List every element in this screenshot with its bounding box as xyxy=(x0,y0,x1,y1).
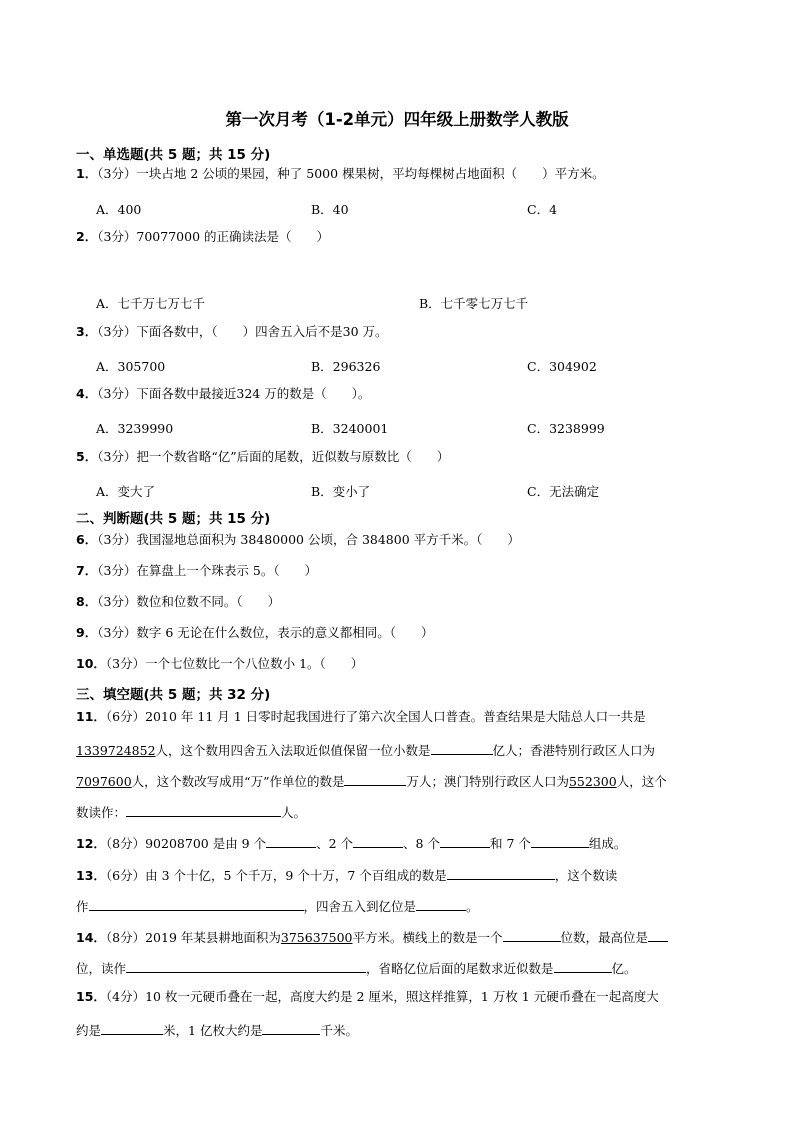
answer-blank[interactable] xyxy=(431,742,493,755)
question-score: （3分） xyxy=(97,449,137,464)
question-13-line-2 xyxy=(76,898,479,914)
answer-blank[interactable] xyxy=(554,960,612,973)
option-a[interactable]: A．七千万七万七千 xyxy=(96,296,206,311)
question-2 xyxy=(76,231,329,244)
question-text: 70077000 的正确读法是（ ） xyxy=(136,229,330,244)
question-9 xyxy=(76,627,434,640)
option-c[interactable]: C．4 xyxy=(527,202,558,217)
section-heading-true-false: 二、判断题(共 5 题；共 15 分) xyxy=(76,511,271,527)
question-text: 人。 xyxy=(281,805,307,820)
question-text: 平方米。横线上的数是一个 xyxy=(352,930,503,945)
question-11-line-2 xyxy=(76,742,655,758)
answer-blank[interactable] xyxy=(126,960,366,973)
question-text: 人，这个 xyxy=(616,774,667,789)
question-number: 14． xyxy=(76,930,106,945)
question-15 xyxy=(76,991,659,1004)
question-text: 千米。 xyxy=(320,1023,358,1038)
question-number: 9． xyxy=(76,625,98,640)
answer-blank[interactable] xyxy=(648,929,668,942)
question-text: 把一个数省略“亿”后面的尾数，近似数与原数比（ ） xyxy=(136,449,450,464)
option-b[interactable]: B．七千零七万七千 xyxy=(419,296,529,311)
underlined-number: 7097600 xyxy=(76,774,132,789)
question-number: 13． xyxy=(76,868,106,883)
option-a[interactable]: A．变大了 xyxy=(96,484,156,499)
question-text: 、2 个 xyxy=(316,836,354,851)
question-10 xyxy=(76,658,363,671)
question-text: 在算盘上一个珠表示 5。（ ） xyxy=(136,563,318,578)
question-text: 数读作： xyxy=(76,805,127,820)
question-11-line-3 xyxy=(76,773,667,789)
page-title: 第一次月考（1-2单元）四年级上册数学人教版 xyxy=(225,110,569,129)
question-text: 90208700 是由 9 个 xyxy=(145,836,267,851)
question-4 xyxy=(76,388,371,401)
answer-blank[interactable] xyxy=(89,898,304,911)
answer-blank[interactable] xyxy=(101,1022,163,1035)
question-8 xyxy=(76,596,280,609)
underlined-number: 1339724852 xyxy=(76,743,156,758)
question-number: 11． xyxy=(76,709,106,724)
question-14 xyxy=(76,929,668,945)
answer-blank[interactable] xyxy=(353,835,403,848)
underlined-number: 375637500 xyxy=(280,930,353,945)
question-12 xyxy=(76,835,626,851)
option-a[interactable]: A．3239990 xyxy=(96,421,174,436)
question-score: （3分） xyxy=(97,625,137,640)
question-text: 人，这个数改写成用“万”作单位的数是 xyxy=(131,774,345,789)
question-score: （3分） xyxy=(97,386,137,401)
answer-blank[interactable] xyxy=(344,773,406,786)
question-text: 位数，最高位是 xyxy=(560,930,649,945)
question-text: 下面各数中，（ ）四舍五入后不是30 万。 xyxy=(136,324,388,339)
question-number: 7． xyxy=(76,563,98,578)
question-number: 1． xyxy=(76,166,98,181)
question-score: （3分） xyxy=(97,563,137,578)
question-text: 、8 个 xyxy=(403,836,440,851)
question-number: 10． xyxy=(76,656,106,671)
answer-blank[interactable] xyxy=(503,929,561,942)
section-heading-single-choice: 一、单选题(共 5 题；共 15 分) xyxy=(76,147,271,163)
option-b[interactable]: B．296326 xyxy=(311,359,381,374)
question-score: （6分） xyxy=(105,709,146,724)
question-text: 数位和位数不同。（ ） xyxy=(136,594,281,609)
question-text: 一个七位数比一个八位数小 1。（ ） xyxy=(145,656,364,671)
question-score: （4分） xyxy=(105,989,146,1004)
question-score: （8分） xyxy=(105,930,146,945)
question-score: （3分） xyxy=(105,656,146,671)
question-text: 2019 年某县耕地面积为 xyxy=(145,930,281,945)
answer-blank[interactable] xyxy=(440,835,490,848)
option-c[interactable]: C．304902 xyxy=(527,359,597,374)
question-text: 。 xyxy=(466,899,479,914)
answer-blank[interactable] xyxy=(416,898,466,911)
question-text: 一块占地 2 公顷的果园，种了 5000 棵果树，平均每棵树占地面积（ ）平方米。 xyxy=(136,166,605,181)
question-text: 下面各数中最接近324 万的数是（ ）。 xyxy=(136,386,371,401)
question-score: （3分） xyxy=(97,594,137,609)
answer-blank[interactable] xyxy=(262,1022,320,1035)
question-text: 万人；澳门特别行政区人口为 xyxy=(406,774,569,789)
question-text: 10 枚一元硬币叠在一起，高度大约是 2 厘米，照这样推算，1 万枚 1 元硬币叠在一起高度大 xyxy=(145,989,659,1004)
question-text: 作 xyxy=(76,899,89,914)
answer-blank[interactable] xyxy=(447,867,555,880)
question-3 xyxy=(76,326,388,339)
question-13 xyxy=(76,867,617,883)
question-score: （3分） xyxy=(97,229,137,244)
question-text: 亿人；香港特别行政区人口为 xyxy=(492,743,656,758)
option-b[interactable]: B．40 xyxy=(311,202,349,217)
question-text: 组成。 xyxy=(588,836,627,851)
question-15-line-2 xyxy=(76,1022,358,1038)
option-a[interactable]: A．305700 xyxy=(96,359,166,374)
underlined-number: 552300 xyxy=(568,774,617,789)
question-7 xyxy=(76,565,317,578)
question-number: 6． xyxy=(76,532,98,547)
answer-blank[interactable] xyxy=(266,835,316,848)
question-score: （8分） xyxy=(105,836,146,851)
question-text: 我国湿地总面积为 38480000 公顷，合 384800 平方千米。（ ） xyxy=(136,532,520,547)
question-1 xyxy=(76,168,605,181)
question-text: 米，1 亿枚大约是 xyxy=(163,1023,263,1038)
question-number: 3． xyxy=(76,324,98,339)
question-score: （3分） xyxy=(97,324,137,339)
question-14-line-2 xyxy=(76,960,637,976)
question-score: （6分） xyxy=(105,868,146,883)
question-text: 约是 xyxy=(76,1023,102,1038)
option-c[interactable]: C．3238999 xyxy=(527,421,605,436)
question-text: 和 7 个 xyxy=(489,836,531,851)
question-text: 位，读作 xyxy=(76,961,127,976)
question-text: 亿。 xyxy=(611,961,637,976)
question-text: ，四舍五入到亿位是 xyxy=(303,899,417,914)
question-score: （3分） xyxy=(97,532,137,547)
section-heading-fill-in: 三、填空题(共 5 题；共 32 分) xyxy=(76,687,271,703)
question-text: ，这个数读 xyxy=(554,868,618,883)
question-text: 由 3 个十亿，5 个千万，9 个十万，7 个百组成的数是 xyxy=(145,868,447,883)
question-11 xyxy=(76,711,646,724)
question-number: 15． xyxy=(76,989,106,1004)
question-number: 4． xyxy=(76,386,98,401)
question-text: ，省略亿位后面的尾数求近似数是 xyxy=(366,961,554,976)
question-number: 2． xyxy=(76,229,98,244)
question-text: 人，这个数用四舍五入法取近似值保留一位小数是 xyxy=(155,743,431,758)
question-5 xyxy=(76,451,449,464)
answer-blank[interactable] xyxy=(531,835,589,848)
option-c[interactable]: C．无法确定 xyxy=(527,484,600,499)
option-b[interactable]: B．3240001 xyxy=(311,421,389,436)
question-text: 数字 6 无论在什么数位，表示的意义都相同。（ ） xyxy=(136,625,434,640)
question-number: 12． xyxy=(76,836,106,851)
answer-blank[interactable] xyxy=(126,804,281,817)
question-11-line-4 xyxy=(76,804,306,820)
question-text: 2010 年 11 月 1 日零时起我国进行了第六次全国人口普查。普查结果是大陆总人口一共是 xyxy=(145,709,646,724)
option-a[interactable]: A．400 xyxy=(96,202,142,217)
question-6 xyxy=(76,534,520,547)
option-b[interactable]: B．变小了 xyxy=(311,484,371,499)
question-number: 5． xyxy=(76,449,98,464)
question-score: （3分） xyxy=(97,166,137,181)
question-number: 8． xyxy=(76,594,98,609)
